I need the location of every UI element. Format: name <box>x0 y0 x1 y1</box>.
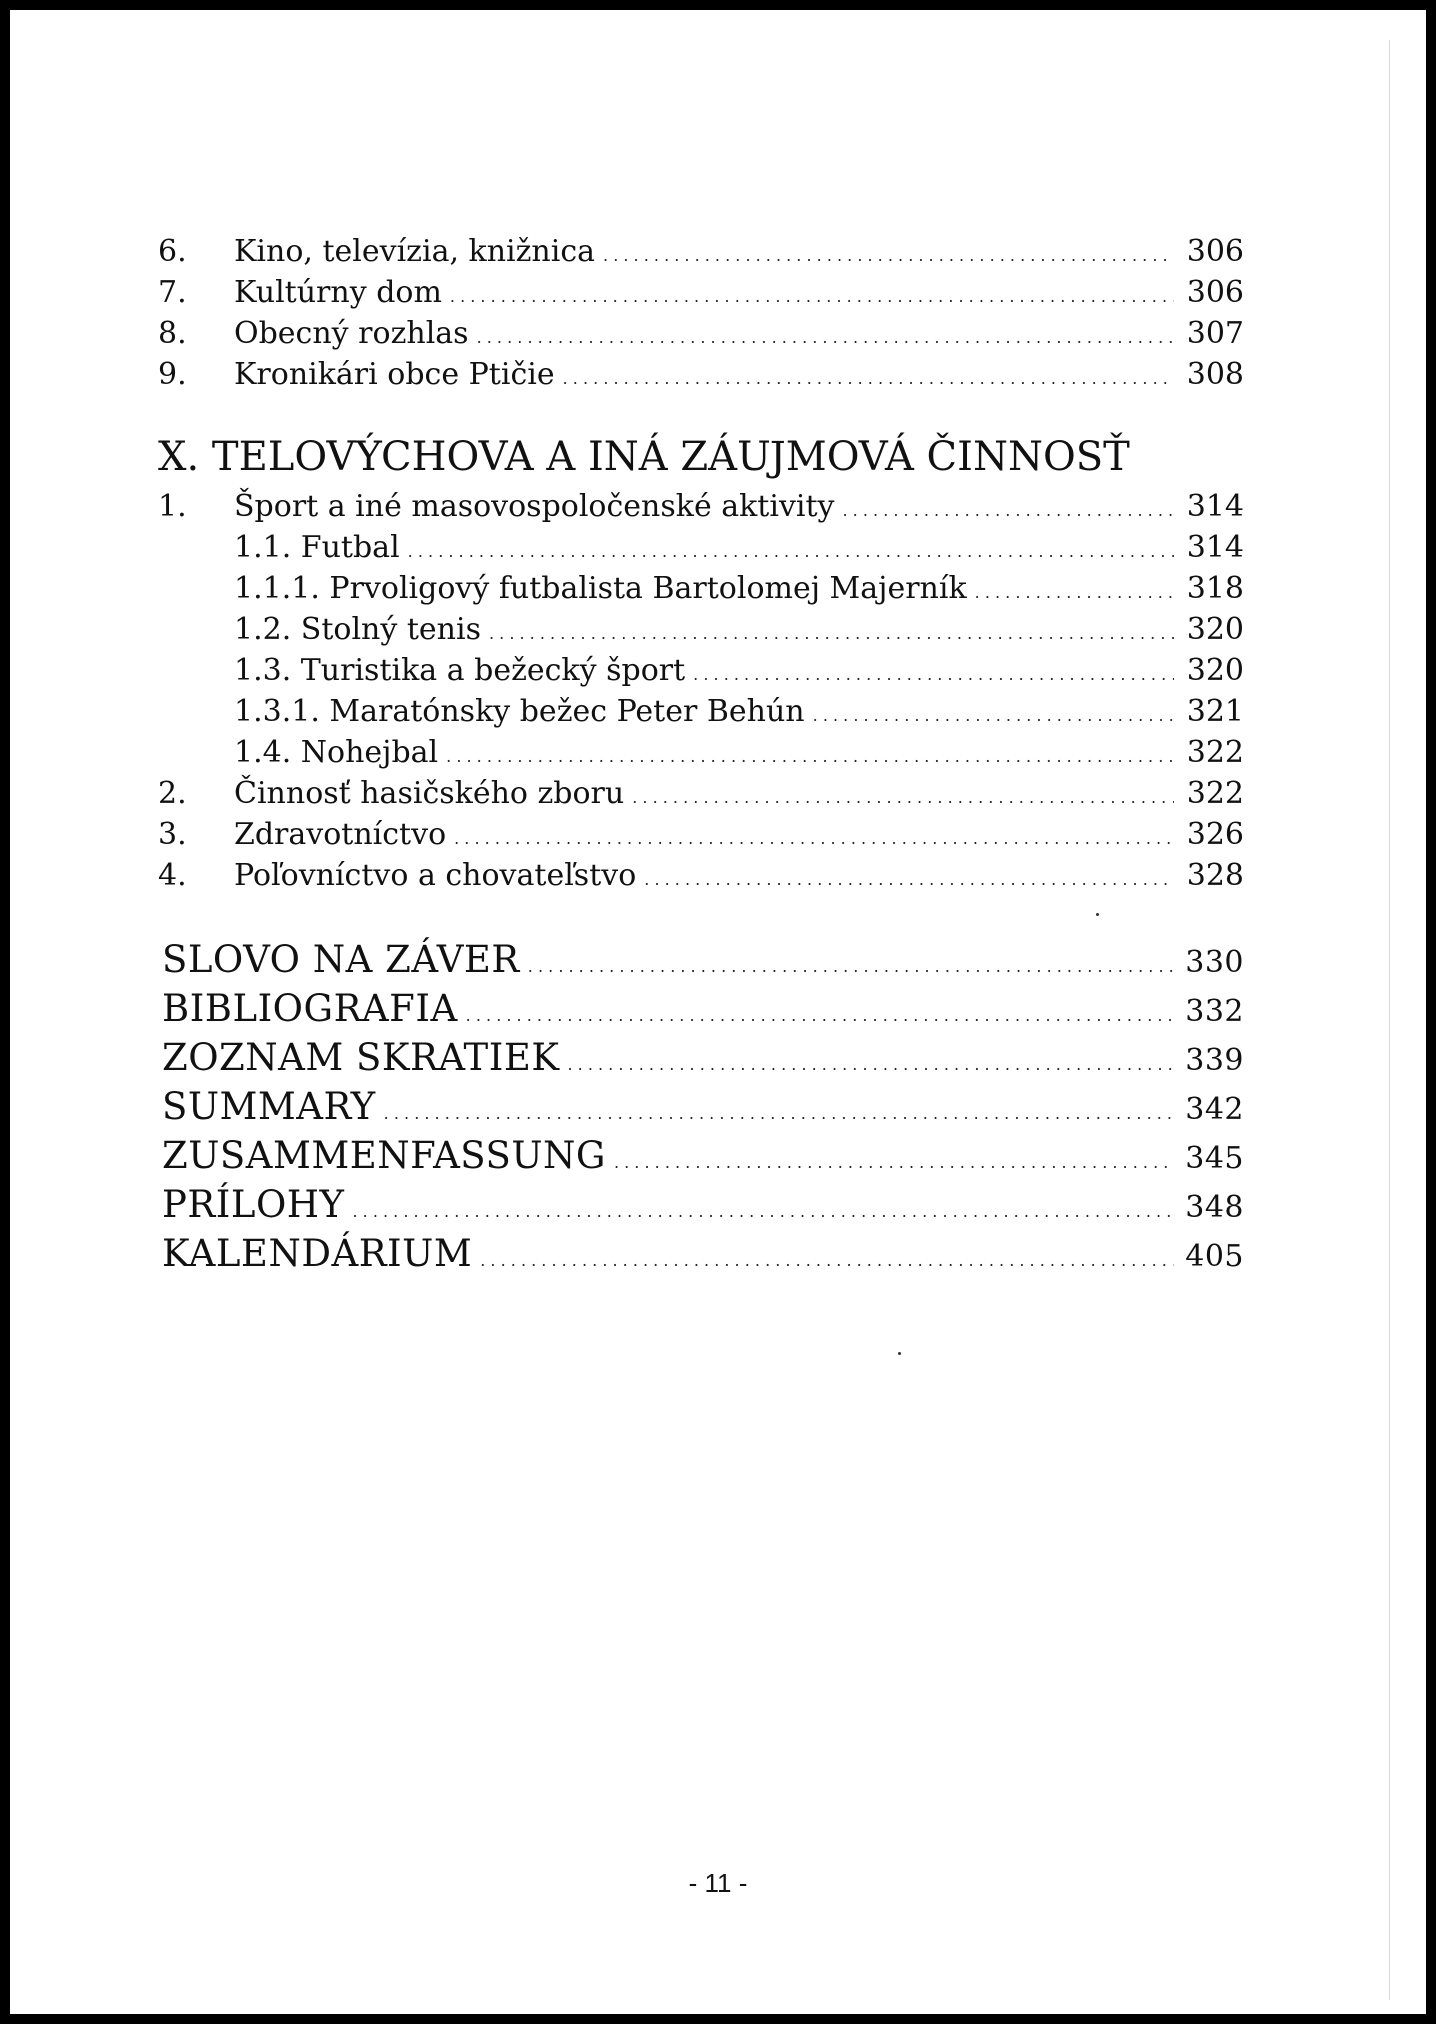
toc-entry-page: 405 <box>1185 1239 1244 1274</box>
dot-leader <box>408 542 1174 561</box>
toc-entry-label: 1.3. Turistika a bežecký šport <box>234 653 686 688</box>
toc-entry-page: 320 <box>1186 612 1244 647</box>
toc-entry <box>158 316 1244 351</box>
dot-leader <box>450 287 1174 306</box>
toc-entry-page: 306 <box>1186 234 1244 269</box>
scan-speck <box>1096 913 1099 916</box>
dot-leader <box>693 665 1174 684</box>
toc-section-entry <box>162 1134 1244 1177</box>
toc-entry-label: 1.1.1. Prvoligový futbalista Bartolomej Majerník <box>234 571 967 606</box>
page-number: - 11 - <box>688 1868 748 1898</box>
toc-entry-page: 322 <box>1186 735 1244 770</box>
toc-entry-label: 1.2. Stolný tenis <box>234 612 481 647</box>
toc-subentry <box>234 653 1244 688</box>
toc-entry-label: Činnosť hasičského zboru <box>234 776 625 811</box>
scan-edge-line <box>1389 40 1390 2000</box>
dot-leader <box>489 624 1174 643</box>
dot-leader <box>567 1055 1174 1074</box>
toc-entry-page: 348 <box>1185 1190 1244 1225</box>
toc-entry-label: Kronikári obce Ptičie <box>234 357 555 392</box>
document-page <box>10 10 1426 2014</box>
dot-leader <box>454 829 1174 848</box>
toc-entry <box>158 275 1244 310</box>
toc-section-entry <box>162 987 1244 1030</box>
toc-entry-page: 326 <box>1186 817 1244 852</box>
dot-leader <box>644 870 1174 889</box>
toc-entry-page: 342 <box>1185 1092 1244 1127</box>
dot-leader <box>813 706 1174 725</box>
toc-entry-page: 320 <box>1186 653 1244 688</box>
toc-entry-number: 2. <box>158 776 187 811</box>
toc-entry-label: Obecný rozhlas <box>234 316 469 351</box>
toc-entry <box>158 489 1244 524</box>
dot-leader <box>603 246 1174 265</box>
dot-leader <box>528 957 1174 976</box>
toc-entry-number: 7. <box>158 275 187 310</box>
toc-entry <box>158 817 1244 852</box>
toc-entry <box>158 234 1244 269</box>
dot-leader <box>384 1104 1174 1123</box>
toc-section-label: ZUSAMMENFASSUNG <box>162 1134 606 1177</box>
toc-entry-label: Zdravotníctvo <box>234 817 447 852</box>
toc-section-label: ZOZNAM SKRATIEK <box>162 1036 560 1079</box>
toc-entry-number: 8. <box>158 316 187 351</box>
dot-leader <box>446 747 1174 766</box>
toc-entry-label: Kino, televízia, knižnica <box>234 234 596 269</box>
toc-entry-page: 306 <box>1186 275 1244 310</box>
toc-entry-page: 330 <box>1185 945 1244 980</box>
toc-entry-page: 318 <box>1186 571 1244 606</box>
toc-entry-page: 339 <box>1185 1043 1244 1078</box>
toc-entry-number: 4. <box>158 858 187 893</box>
scan-speck <box>898 1352 901 1355</box>
toc-entry-number: 3. <box>158 817 187 852</box>
dot-leader <box>352 1202 1174 1221</box>
toc-entry-page: 307 <box>1186 316 1244 351</box>
toc-subentry <box>234 694 1244 729</box>
toc-entry-page: 322 <box>1186 776 1244 811</box>
toc-subentry <box>234 571 1244 606</box>
chapter-heading: X. TELOVÝCHOVA A INÁ ZÁUJMOVÁ ČINNOSŤ <box>158 434 1130 480</box>
toc-entry-label: 1.3.1. Maratónsky bežec Peter Behún <box>234 694 805 729</box>
toc-section-entry <box>162 1036 1244 1079</box>
toc-section-entry <box>162 1232 1244 1275</box>
toc-entry-page: 328 <box>1186 858 1244 893</box>
toc-entry-number: 1. <box>158 489 187 524</box>
toc-entry <box>158 357 1244 392</box>
dot-leader <box>480 1251 1174 1270</box>
toc-subentry <box>234 735 1244 770</box>
dot-leader <box>466 1006 1174 1025</box>
toc-section-label: PRÍLOHY <box>162 1183 345 1226</box>
toc-entry-label: Kultúrny dom <box>234 275 442 310</box>
dot-leader <box>632 788 1174 807</box>
toc-subentry <box>234 530 1244 565</box>
toc-entry-page: 345 <box>1185 1141 1244 1176</box>
dot-leader <box>843 501 1175 520</box>
dot-leader <box>975 583 1174 602</box>
toc-section-entry <box>162 1085 1244 1128</box>
toc-entry-label: 1.1. Futbal <box>234 530 400 565</box>
toc-section-label: SUMMARY <box>162 1085 376 1128</box>
toc-entry-label: Šport a iné masovospoločenské aktivity <box>234 489 835 524</box>
toc-entry <box>158 776 1244 811</box>
toc-section-label: KALENDÁRIUM <box>162 1232 473 1275</box>
toc-entry-page: 321 <box>1186 694 1244 729</box>
dot-leader <box>477 328 1174 347</box>
toc-entry-page: 308 <box>1186 357 1244 392</box>
toc-subentry <box>234 612 1244 647</box>
toc-section-label: SLOVO NA ZÁVER <box>162 938 520 981</box>
toc-entry-page: 314 <box>1186 489 1244 524</box>
toc-entry <box>158 858 1244 893</box>
dot-leader <box>614 1153 1174 1172</box>
toc-entry-page: 332 <box>1185 994 1244 1029</box>
toc-entry-number: 6. <box>158 234 187 269</box>
toc-section-label: BIBLIOGRAFIA <box>162 987 458 1030</box>
toc-entry-label: Poľovníctvo a chovateľstvo <box>234 858 637 893</box>
toc-section-entry <box>162 938 1244 981</box>
toc-section-entry <box>162 1183 1244 1226</box>
dot-leader <box>563 369 1174 388</box>
toc-entry-label: 1.4. Nohejbal <box>234 735 439 770</box>
toc-entry-page: 314 <box>1186 530 1244 565</box>
toc-entry-number: 9. <box>158 357 187 392</box>
